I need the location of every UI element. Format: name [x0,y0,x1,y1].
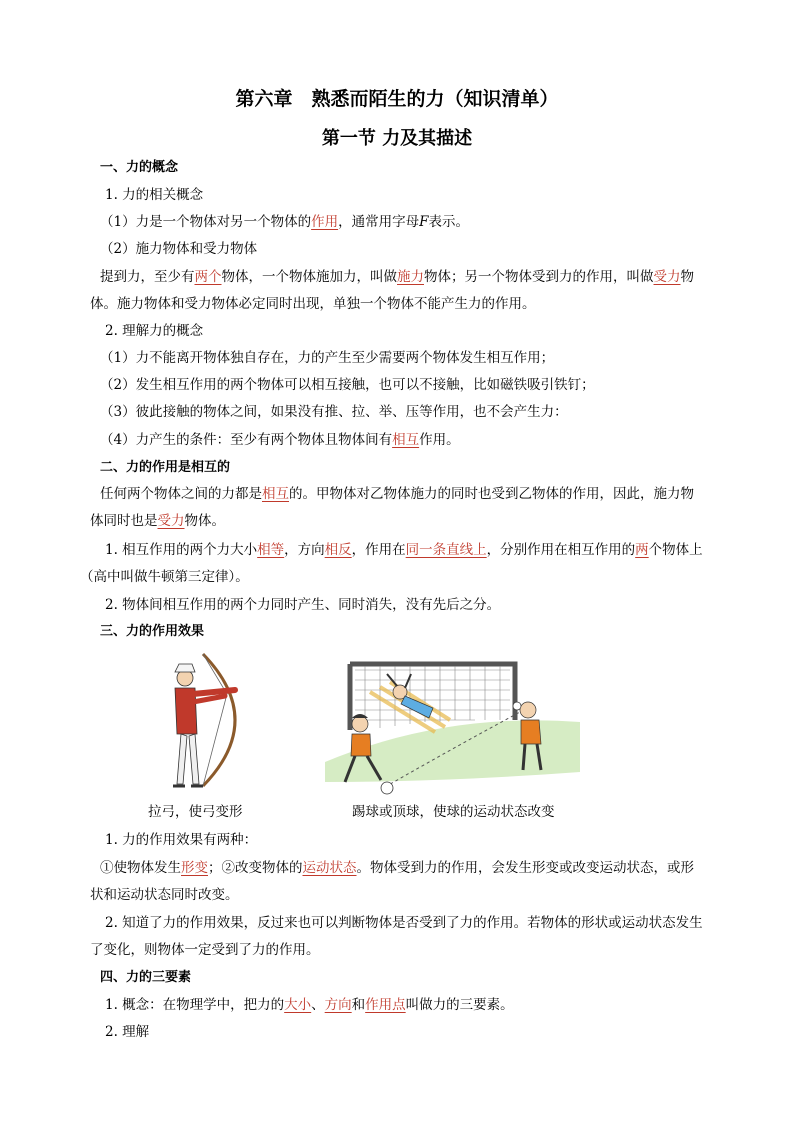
answer-blank: 两个 [194,269,222,285]
answer-blank: 大小 [284,997,312,1013]
caption-soccer: 踢球或顶球，使球的运动状态改变 [352,804,555,820]
paragraph: 2. 理解 [105,1024,150,1040]
paragraph: （1）力是一个物体对另一个物体的作用，通常用字母F表示。 [100,214,469,230]
soccer-illustration [325,652,580,797]
section-heading-effects: 三、力的作用效果 [100,624,205,639]
chapter-title: 第六章 熟悉而陌生的力（知识清单） [235,88,559,110]
paragraph: 2. 理解力的概念 [105,323,204,339]
paragraph: 1. 力的作用效果有两种： [105,832,258,848]
caption-archer: 拉弓，使弓变形 [148,804,243,820]
answer-blank: 受力 [157,513,185,529]
paragraph: 1. 相互作用的两个力大小相等，方向相反，作用在同一条直线上，分别作用在相互作用的两个物体上 [105,542,703,558]
answer-blank: 受力 [653,269,681,285]
answer-blank: 相反 [324,542,352,558]
section-heading-concept: 一、力的概念 [100,160,179,175]
paragraph: （2）施力物体和受力物体 [100,241,258,257]
answer-blank: 两 [635,542,649,558]
answer-blank: 作用 [311,214,339,230]
answer-blank: 相等 [257,542,285,558]
answer-blank: 方向 [324,997,352,1013]
paragraph: 2. 知道了力的作用效果，反过来也可以判断物体是否受到了力的作用。若物体的形状或运动状态发生 [105,915,703,931]
answer-blank: 运动状态 [302,860,357,876]
section-heading-mutual: 二、力的作用是相互的 [100,460,231,475]
paragraph: 任何两个物体之间的力都是相互的。甲物体对乙物体施力的同时也受到乙物体的作用，因此，施力物 [100,486,694,502]
paragraph: （2）发生相互作用的两个物体可以相互接触，也可以不接触，比如磁铁吸引铁钉； [100,377,595,393]
paragraph: 状和运动状态同时改变。 [90,887,239,903]
archer-illustration [155,650,255,795]
paragraph: 了变化，则物体一定受到了力的作用。 [90,942,320,958]
answer-blank: 相互 [392,432,420,448]
section-heading-three-elements: 四、力的三要素 [100,970,192,985]
paragraph: 体。施力物体和受力物体必定同时出现，单独一个物体不能产生力的作用。 [90,296,536,312]
paragraph: ①使物体发生形变；②改变物体的运动状态。物体受到力的作用，会发生形变或改变运动状态，或形 [100,860,694,876]
answer-blank: 相互 [262,486,289,502]
section-title: 第一节 力及其描述 [321,128,473,149]
paragraph: （4）力产生的条件：至少有两个物体且物体间有相互作用。 [100,432,460,448]
answer-blank: 形变 [181,860,208,876]
paragraph: （高中叫做牛顿第三定律）。 [80,569,249,585]
paragraph: 2. 物体间相互作用的两个力同时产生、同时消失，没有先后之分。 [105,597,501,613]
paragraph: 提到力，至少有两个物体，一个物体施加力，叫做施力物体；另一个物体受到力的作用，叫做受力物 [100,269,694,285]
answer-blank: 同一条直线上 [405,542,487,558]
answer-blank: 作用点 [365,997,406,1013]
paragraph: 体同时也是受力物体。 [90,513,225,529]
paragraph: （3）彼此接触的物体之间，如果没有推、拉、举、压等作用，也不会产生力： [100,404,568,420]
paragraph: 1. 概念：在物理学中，把力的大小、方向和作用点叫做力的三要素。 [105,997,514,1013]
paragraph: （1）力不能离开物体独自存在，力的产生至少需要两个物体发生相互作用； [100,350,555,366]
paragraph: 1. 力的相关概念 [105,187,204,203]
answer-blank: 施力 [397,269,424,285]
